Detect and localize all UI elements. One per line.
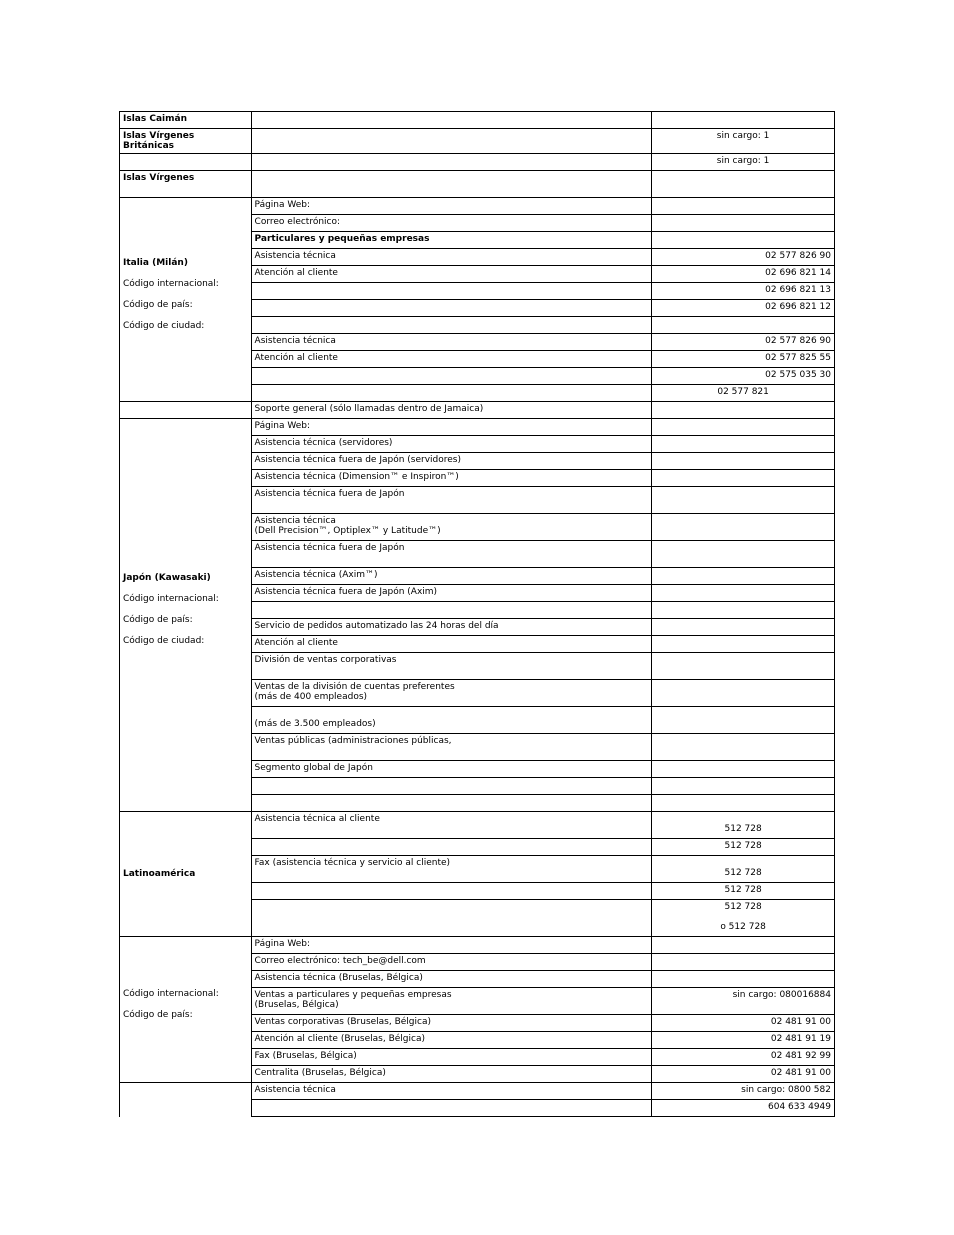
service-description: Asistencia técnica (251, 249, 652, 266)
service-description (251, 300, 652, 317)
phone-number (652, 971, 835, 988)
phone-number (652, 436, 835, 453)
service-description (251, 900, 652, 937)
phone-number: 02 481 91 19 (652, 1032, 835, 1049)
service-description: Centralita (Bruselas, Bélgica) (251, 1066, 652, 1083)
service-description: Ventas de la división de cuentas preferentes (más de 400 empleados) (251, 680, 652, 707)
service-description: Asistencia técnica al cliente (251, 812, 652, 839)
service-description (251, 1100, 652, 1117)
phone-number: 02 577 821 (652, 385, 835, 402)
country-name: Islas Vírgenes (123, 173, 195, 183)
phone-number: 02 481 91 00 (652, 1066, 835, 1083)
service-description: División de ventas corporativas (251, 653, 652, 680)
country-code-label: Código de país: (123, 615, 193, 625)
service-description: Soporte general (sólo llamadas dentro de Jamaica) (251, 402, 652, 419)
country-code-label: Código de país: (123, 299, 193, 310)
phone-number: 512 728 (652, 883, 835, 900)
service-description (251, 368, 652, 385)
phone-number (652, 707, 835, 734)
phone-number: 02 575 035 30 (652, 368, 835, 385)
phone-number (652, 734, 835, 761)
service-description: Atención al cliente (251, 266, 652, 283)
phone-number (652, 112, 835, 129)
table-row (120, 154, 835, 171)
country-code-label: Código internacional: (123, 594, 219, 604)
country-code-label: Código de país: (123, 1009, 193, 1020)
phone-number: sin cargo: 0800 582 (652, 1083, 835, 1100)
phone-number: 512 728 (652, 856, 835, 883)
country-cell (120, 937, 252, 1083)
service-description: Asistencia técnica (Axim™) (251, 568, 652, 585)
phone-number: 512 728 (652, 812, 835, 839)
phone-number (652, 937, 835, 954)
country-cell (120, 154, 252, 171)
phone-number: 02 696 821 12 (652, 300, 835, 317)
phone-number (652, 795, 835, 812)
service-description: Asistencia técnica (Dell Precision™, Optiplex™ y Latitude™) (251, 514, 652, 541)
phone-number (652, 232, 835, 249)
table-row (120, 129, 835, 154)
country-code-label: Código internacional: (123, 278, 219, 289)
service-description: Página Web: (251, 937, 652, 954)
table-row (120, 937, 835, 954)
phone-number (652, 778, 835, 795)
country-code-label: Código internacional: (123, 988, 219, 999)
table-row (120, 112, 835, 129)
country-cell (120, 198, 252, 402)
service-description: Asistencia técnica (Bruselas, Bélgica) (251, 971, 652, 988)
phone-number (652, 514, 835, 541)
country-cell (120, 402, 252, 419)
service-description (251, 778, 652, 795)
country-name: Japón (Kawasaki) (123, 573, 211, 583)
service-description: Asistencia técnica fuera de Japón (251, 487, 652, 514)
phone-number (652, 954, 835, 971)
service-description: Ventas a particulares y pequeñas empresas (Bruselas, Bélgica) (251, 988, 652, 1015)
service-description: Particulares y pequeñas empresas (251, 232, 652, 249)
phone-number: sin cargo: 080016884 (652, 988, 835, 1015)
country-code-label: Código de ciudad: (123, 636, 205, 646)
service-description: Asistencia técnica fuera de Japón (Axim) (251, 585, 652, 602)
phone-number (652, 419, 835, 436)
phone-number (652, 585, 835, 602)
contact-table (119, 111, 835, 1117)
country-name: Islas Caimán (123, 114, 187, 124)
service-description (251, 883, 652, 900)
service-description (251, 129, 652, 154)
country-cell (120, 129, 252, 154)
service-description: Asistencia técnica fuera de Japón (251, 541, 652, 568)
service-description (251, 602, 652, 619)
phone-number (652, 487, 835, 514)
table-row (120, 171, 835, 198)
service-description: Asistencia técnica (251, 1083, 652, 1100)
phone-number: 512 728 o 512 728 (652, 900, 835, 937)
service-description: Servicio de pedidos automatizado las 24 horas del día (251, 619, 652, 636)
country-cell (120, 112, 252, 129)
phone-number: sin cargo: 1 (652, 154, 835, 171)
country-cell (120, 419, 252, 812)
service-description (251, 154, 652, 171)
service-description: Ventas públicas (administraciones públicas, (251, 734, 652, 761)
service-description: Fax (Bruselas, Bélgica) (251, 1049, 652, 1066)
service-description: Fax (asistencia técnica y servicio al cliente) (251, 856, 652, 883)
service-description: Ventas corporativas (Bruselas, Bélgica) (251, 1015, 652, 1032)
phone-number: 02 577 825 55 (652, 351, 835, 368)
service-description: Atención al cliente (Bruselas, Bélgica) (251, 1032, 652, 1049)
phone-number (652, 317, 835, 334)
phone-number: 604 633 4949 (652, 1100, 835, 1117)
table-row (120, 1083, 835, 1100)
country-cell (120, 1083, 252, 1117)
service-description: Correo electrónico: tech_be@dell.com (251, 954, 652, 971)
service-description (251, 385, 652, 402)
country-name: Islas Vírgenes Británicas (123, 131, 195, 151)
service-description: Asistencia técnica (251, 334, 652, 351)
service-description: Página Web: (251, 198, 652, 215)
country-cell (120, 812, 252, 937)
phone-number: 02 696 821 14 (652, 266, 835, 283)
service-description: Correo electrónico: (251, 215, 652, 232)
service-description (251, 839, 652, 856)
country-cell (120, 171, 252, 198)
phone-number: 02 696 821 13 (652, 283, 835, 300)
phone-number (652, 653, 835, 680)
service-description: Segmento global de Japón (251, 761, 652, 778)
table-row (120, 402, 835, 419)
table-row (120, 812, 835, 839)
service-description (251, 171, 652, 198)
service-description (251, 283, 652, 300)
phone-number: 02 577 826 90 (652, 334, 835, 351)
service-description: Asistencia técnica (Dimension™ e Inspiron™) (251, 470, 652, 487)
table-row (120, 198, 835, 215)
service-description: (más de 3.500 empleados) (251, 707, 652, 734)
country-code-label: Código de ciudad: (123, 320, 205, 331)
phone-number (652, 541, 835, 568)
phone-number: 02 481 92 99 (652, 1049, 835, 1066)
service-description: Atención al cliente (251, 636, 652, 653)
service-description: Asistencia técnica fuera de Japón (servidores) (251, 453, 652, 470)
service-description (251, 317, 652, 334)
contact-table-body (120, 112, 835, 1117)
phone-number: 02 481 91 00 (652, 1015, 835, 1032)
phone-number (652, 402, 835, 419)
service-description (251, 112, 652, 129)
table-row (120, 419, 835, 436)
phone-number: 512 728 (652, 839, 835, 856)
service-description: Asistencia técnica (servidores) (251, 436, 652, 453)
phone-number (652, 171, 835, 198)
service-description: Atención al cliente (251, 351, 652, 368)
service-description: Página Web: (251, 419, 652, 436)
phone-number (652, 636, 835, 653)
country-name: Latinoamérica (123, 869, 196, 879)
phone-number (652, 602, 835, 619)
phone-number (652, 453, 835, 470)
phone-number (652, 470, 835, 487)
phone-number (652, 619, 835, 636)
phone-number (652, 198, 835, 215)
phone-number (652, 215, 835, 232)
phone-number (652, 680, 835, 707)
phone-number (652, 568, 835, 585)
phone-number (652, 761, 835, 778)
phone-number: 02 577 826 90 (652, 249, 835, 266)
country-name: Italia (Milán) (123, 257, 188, 268)
phone-number: sin cargo: 1 (652, 129, 835, 154)
service-description (251, 795, 652, 812)
